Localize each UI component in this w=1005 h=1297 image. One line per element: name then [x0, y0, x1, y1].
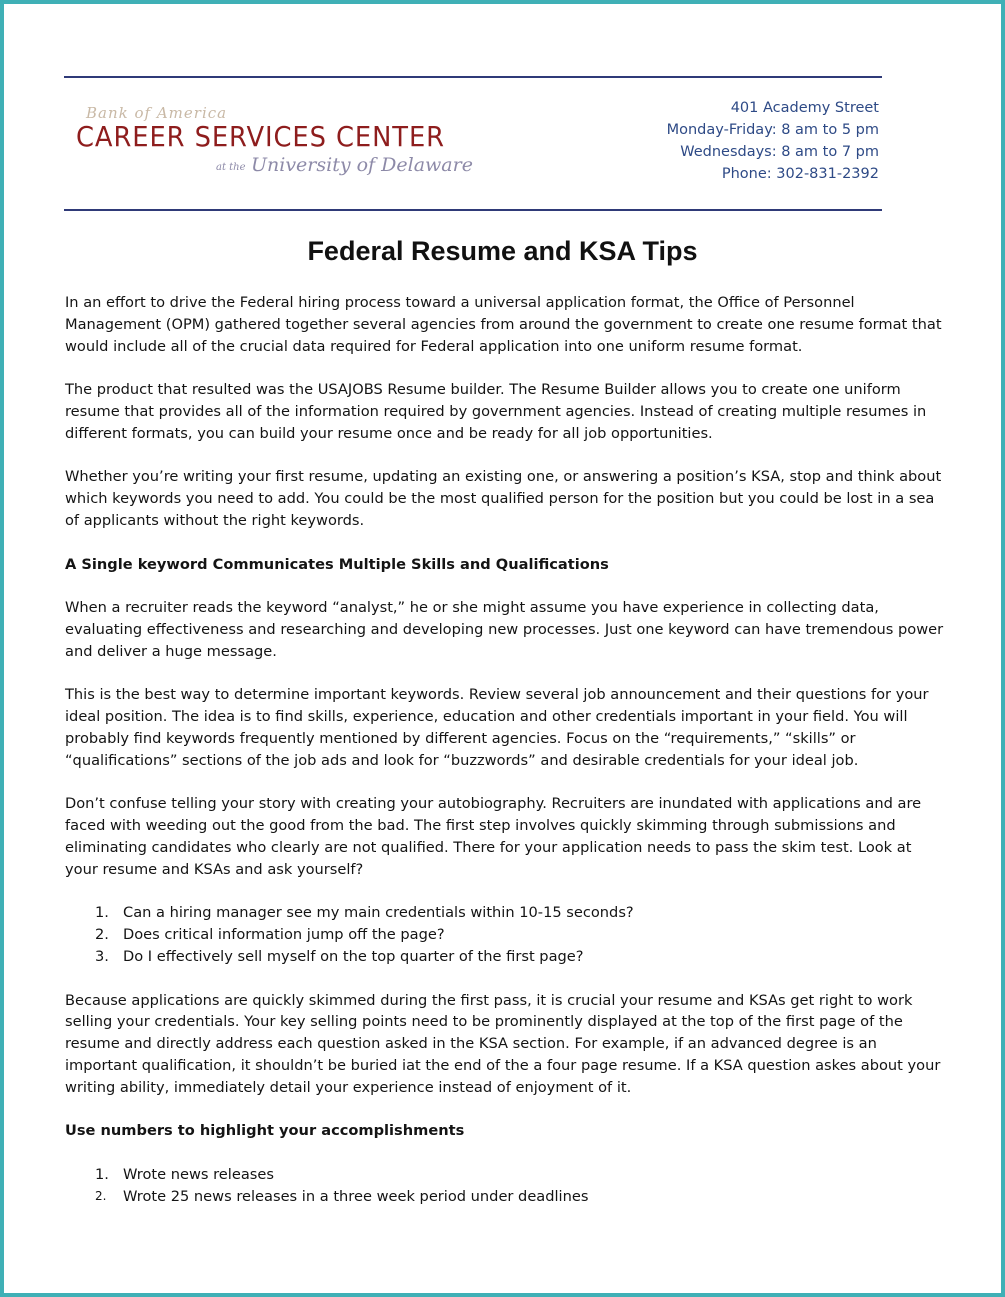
- list-item: 2. Wrote 25 news releases in a three week period under deadlines: [95, 1187, 589, 1205]
- accomplishments-list: [65, 1164, 945, 1208]
- keywords-paragraph: Whether you’re writing your first resume, updating an existing one, or answering a position’s KSA, stop and think about which keywords you need to add. You could be the most qualified person for the position but you could be lost in a sea of applicants without the right keywords.: [65, 468, 942, 529]
- autobiography-paragraph: Don’t confuse telling your story with creating your autobiography. Recruiters are inundated with applications and are faced with weeding out the good from the bad. The first step involves quickly skimming through submissions and eliminating candidates who clearly are not qualified. There for your application needs to pass the skim test. Look at your resume and KSAs and ask yourself?: [65, 795, 922, 878]
- header-bottom-rule: [64, 209, 882, 211]
- contact-hours-weekday: Monday-Friday: 8 am to 5 pm: [666, 122, 879, 138]
- contact-phone: Phone: 302-831-2392: [721, 166, 879, 182]
- contact-address: 401 Academy Street: [730, 100, 879, 116]
- header-top-rule: [64, 76, 882, 78]
- logo-top-text: Bank of America: [86, 104, 228, 122]
- contact-info: [667, 97, 879, 185]
- document-body: [65, 292, 945, 1229]
- skim-paragraph: Because applications are quickly skimmed during the first pass, it is crucial your resume and KSAs get right to work selling your credentials. Your key selling points need to be prominently displayed at the top of the first page of the resume and directly address each question asked in the KSA section. For example, if an advanced degree is an important qualification, it shouldn’t be buried iat the end of the a four page resume. If a KSA question askes about your writing ability, immediately detail your experience instead of enjoyment of it.: [65, 991, 941, 1096]
- logo-university-text: University of Delaware: [251, 154, 473, 176]
- list-item: 1. Can a hiring manager see my main credentials within 10-15 seconds?: [95, 904, 634, 922]
- section-heading-keywords: A Single keyword Communicates Multiple Skills and Qualifications: [65, 555, 609, 573]
- contact-hours-wednesday: Wednesdays: 8 am to 7 pm: [680, 144, 879, 160]
- list-item: 3. Do I effectively sell myself on the top quarter of the first page?: [95, 947, 584, 965]
- resume-builder-paragraph: The product that resulted was the USAJOBS Resume builder. The Resume Builder allows you to create one uniform resume that provides all of the information required by government agencies. Instead of creating multiple resumes in different formats, you can build your resume once and be ready for all job opportunities.: [65, 381, 927, 442]
- page-title: Federal Resume and KSA Tips: [307, 236, 698, 266]
- analyst-paragraph: When a recruiter reads the keyword “analyst,” he or she might assume you have experience in collecting data, evaluating effectiveness and researching and developing new processes. Just one keyword can have tremendous power and deliver a huge message.: [65, 599, 944, 660]
- logo-main-text: CAREER SERVICES CENTER: [76, 120, 445, 153]
- section-heading-numbers: Use numbers to highlight your accomplishments: [65, 1122, 465, 1140]
- career-services-logo: [76, 100, 476, 190]
- logo-at-text: at the: [216, 162, 246, 173]
- self-check-list: [65, 902, 945, 967]
- list-item: 1. Wrote news releases: [95, 1165, 274, 1183]
- intro-paragraph: In an effort to drive the Federal hiring process toward a universal application format, the Office of Personnel Management (OPM) gathered together several agencies from around the government to create one resume format that would include all of the crucial data required for Federal application into one uniform resume format.: [65, 294, 942, 355]
- list-item: 2. Does critical information jump off the page?: [95, 926, 445, 944]
- best-way-paragraph: This is the best way to determine important keywords. Review several job announcement and their questions for your ideal position. The idea is to find skills, experience, education and other credentials important in your field. You will probably find keywords frequently mentioned by different agencies. Focus on the “requirements,” “skills” or “qualifications” sections of the job ads and look for “buzzwords” and desirable credentials for your ideal job.: [65, 686, 929, 769]
